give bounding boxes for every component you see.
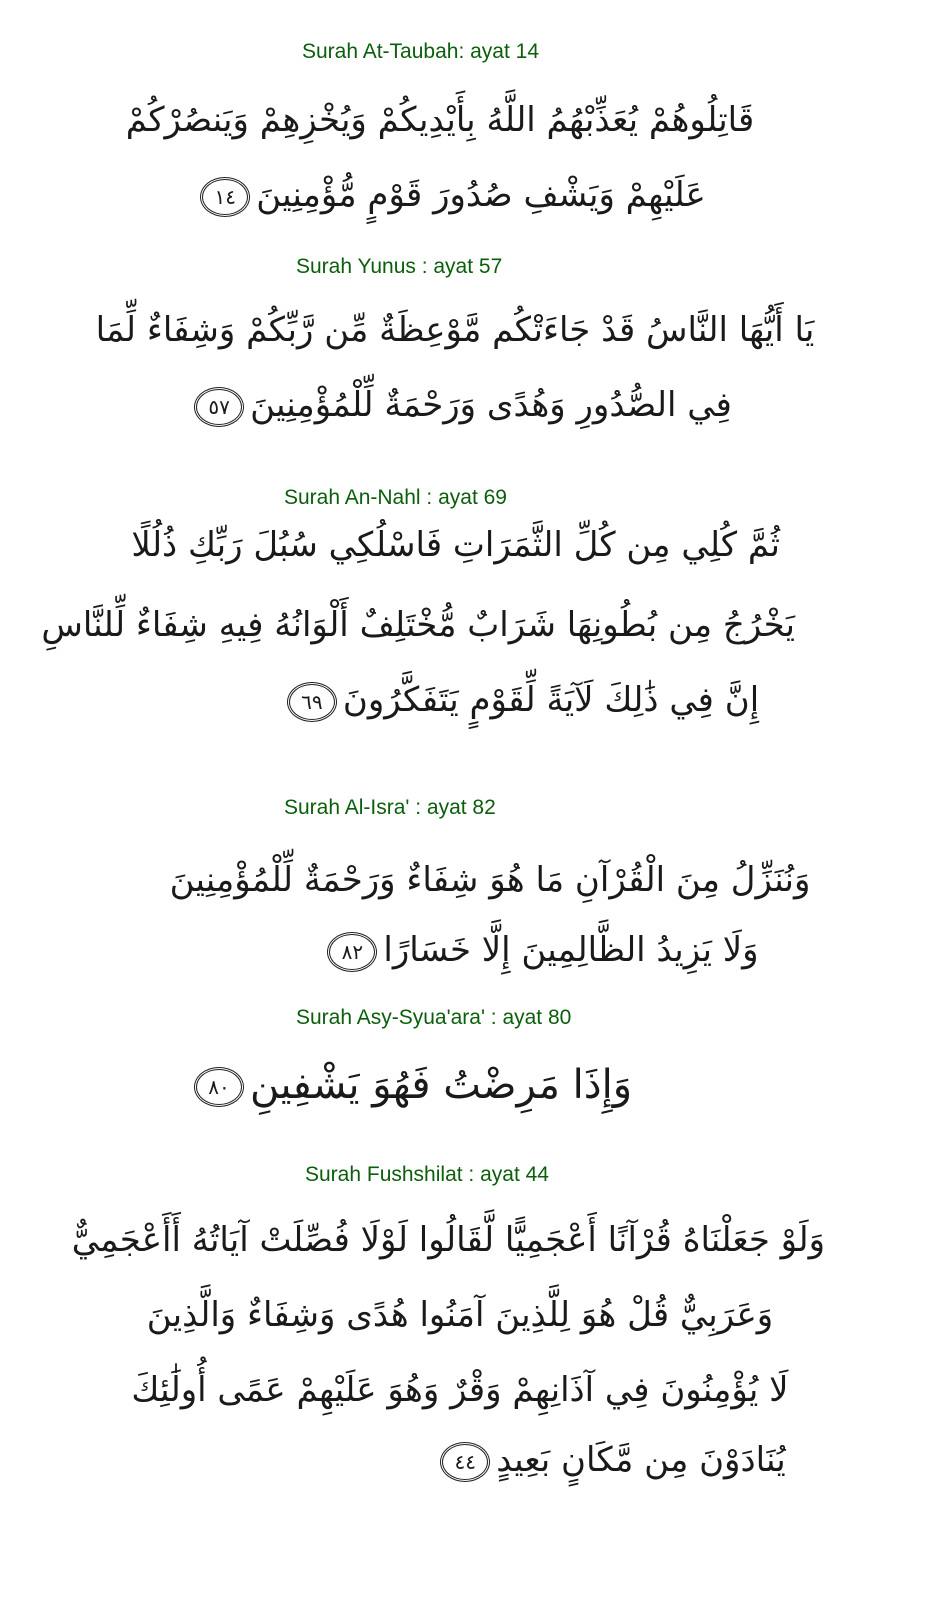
- verse-line: وَنُنَزِّلُ مِنَ الْقُرْآنِ مَا هُوَ شِفَاءٌ وَرَحْمَةٌ لِّلْمُؤْمِنِينَ: [169, 860, 811, 900]
- verse-line: قَاتِلُوهُمْ يُعَذِّبْهُمُ اللَّهُ بِأَيْدِيكُمْ وَيُخْزِهِمْ وَيَنصُرْكُمْ: [125, 100, 755, 140]
- ayah-number-marker: ٨٢: [327, 932, 377, 972]
- verse-line-with-marker: [260, 670, 780, 730]
- verse-line-with-marker: [400, 1430, 820, 1490]
- ayah-number-marker: ٨٠: [194, 1067, 244, 1107]
- verse-line-with-marker: [300, 920, 780, 980]
- section-title-at-taubah: Surah At-Taubah: ayat 14: [302, 40, 539, 63]
- section-title-fushshilat: Surah Fushshilat : ayat 44: [305, 1163, 549, 1186]
- verse-line-text: وَلَا يَزِيدُ الظَّالِمِينَ إِلَّا خَسَارًا: [383, 930, 759, 970]
- section-title-al-isra: Surah Al-Isra' : ayat 82: [284, 796, 496, 819]
- section-title-yunus: Surah Yunus : ayat 57: [296, 255, 503, 278]
- verse-line-text: يُنَادَوْنَ مِن مَّكَانٍ بَعِيدٍ: [496, 1440, 786, 1480]
- section-title-asy-syuara: Surah Asy-Syua'ara' : ayat 80: [296, 1006, 572, 1029]
- verse-line: يَا أَيُّهَا النَّاسُ قَدْ جَاءَتْكُم مَّوْعِظَةٌ مِّن رَّبِّكُمْ وَشِفَاءٌ لِّمَا: [95, 310, 815, 350]
- verse-line-with-marker: [150, 165, 750, 225]
- verse-line-text: إِنَّ فِي ذَٰلِكَ لَآيَةً لِّقَوْمٍ يَتَفَكَّرُونَ: [342, 680, 760, 720]
- verse-line-text: وَإِذَا مَرِضْتُ فَهُوَ يَشْفِينِ: [249, 1062, 633, 1108]
- verse-line-with-marker: [150, 1055, 670, 1115]
- ayah-number-marker: ٦٩: [287, 682, 337, 722]
- verse-line-text: فِي الصُّدُورِ وَهُدًى وَرَحْمَةٌ لِّلْمُؤْمِنِينَ: [250, 385, 732, 425]
- verse-line-with-marker: [180, 375, 740, 435]
- verse-line-text: عَلَيْهِمْ وَيَشْفِ صُدُورَ قَوْمٍ مُّؤْمِنِينَ: [256, 175, 706, 215]
- ayah-number-marker: ١٤: [200, 177, 250, 217]
- verse-line: وَلَوْ جَعَلْنَاهُ قُرْآنًا أَعْجَمِيًّا لَّقَالُوا لَوْلَا فُصِّلَتْ آيَاتُهُ أَأَعْجَمِيٌّ: [71, 1220, 825, 1260]
- verse-line: ثُمَّ كُلِي مِن كُلِّ الثَّمَرَاتِ فَاسْلُكِي سُبُلَ رَبِّكِ ذُلُلًا: [131, 525, 780, 565]
- ayah-number-marker: ٤٤: [440, 1442, 490, 1482]
- verse-line: وَعَرَبِيٌّ قُلْ هُوَ لِلَّذِينَ آمَنُوا هُدًى وَشِفَاءٌ وَالَّذِينَ: [146, 1295, 774, 1335]
- verse-line: لَا يُؤْمِنُونَ فِي آذَانِهِمْ وَقْرٌ وَهُوَ عَلَيْهِمْ عَمًى أُولَٰئِكَ: [131, 1370, 789, 1410]
- section-title-an-nahl: Surah An-Nahl : ayat 69: [284, 486, 507, 509]
- verse-line: يَخْرُجُ مِن بُطُونِهَا شَرَابٌ مُّخْتَلِفٌ أَلْوَانُهُ فِيهِ شِفَاءٌ لِّلنَّاسِ: [41, 605, 795, 645]
- ayah-number-marker: ٥٧: [194, 387, 244, 427]
